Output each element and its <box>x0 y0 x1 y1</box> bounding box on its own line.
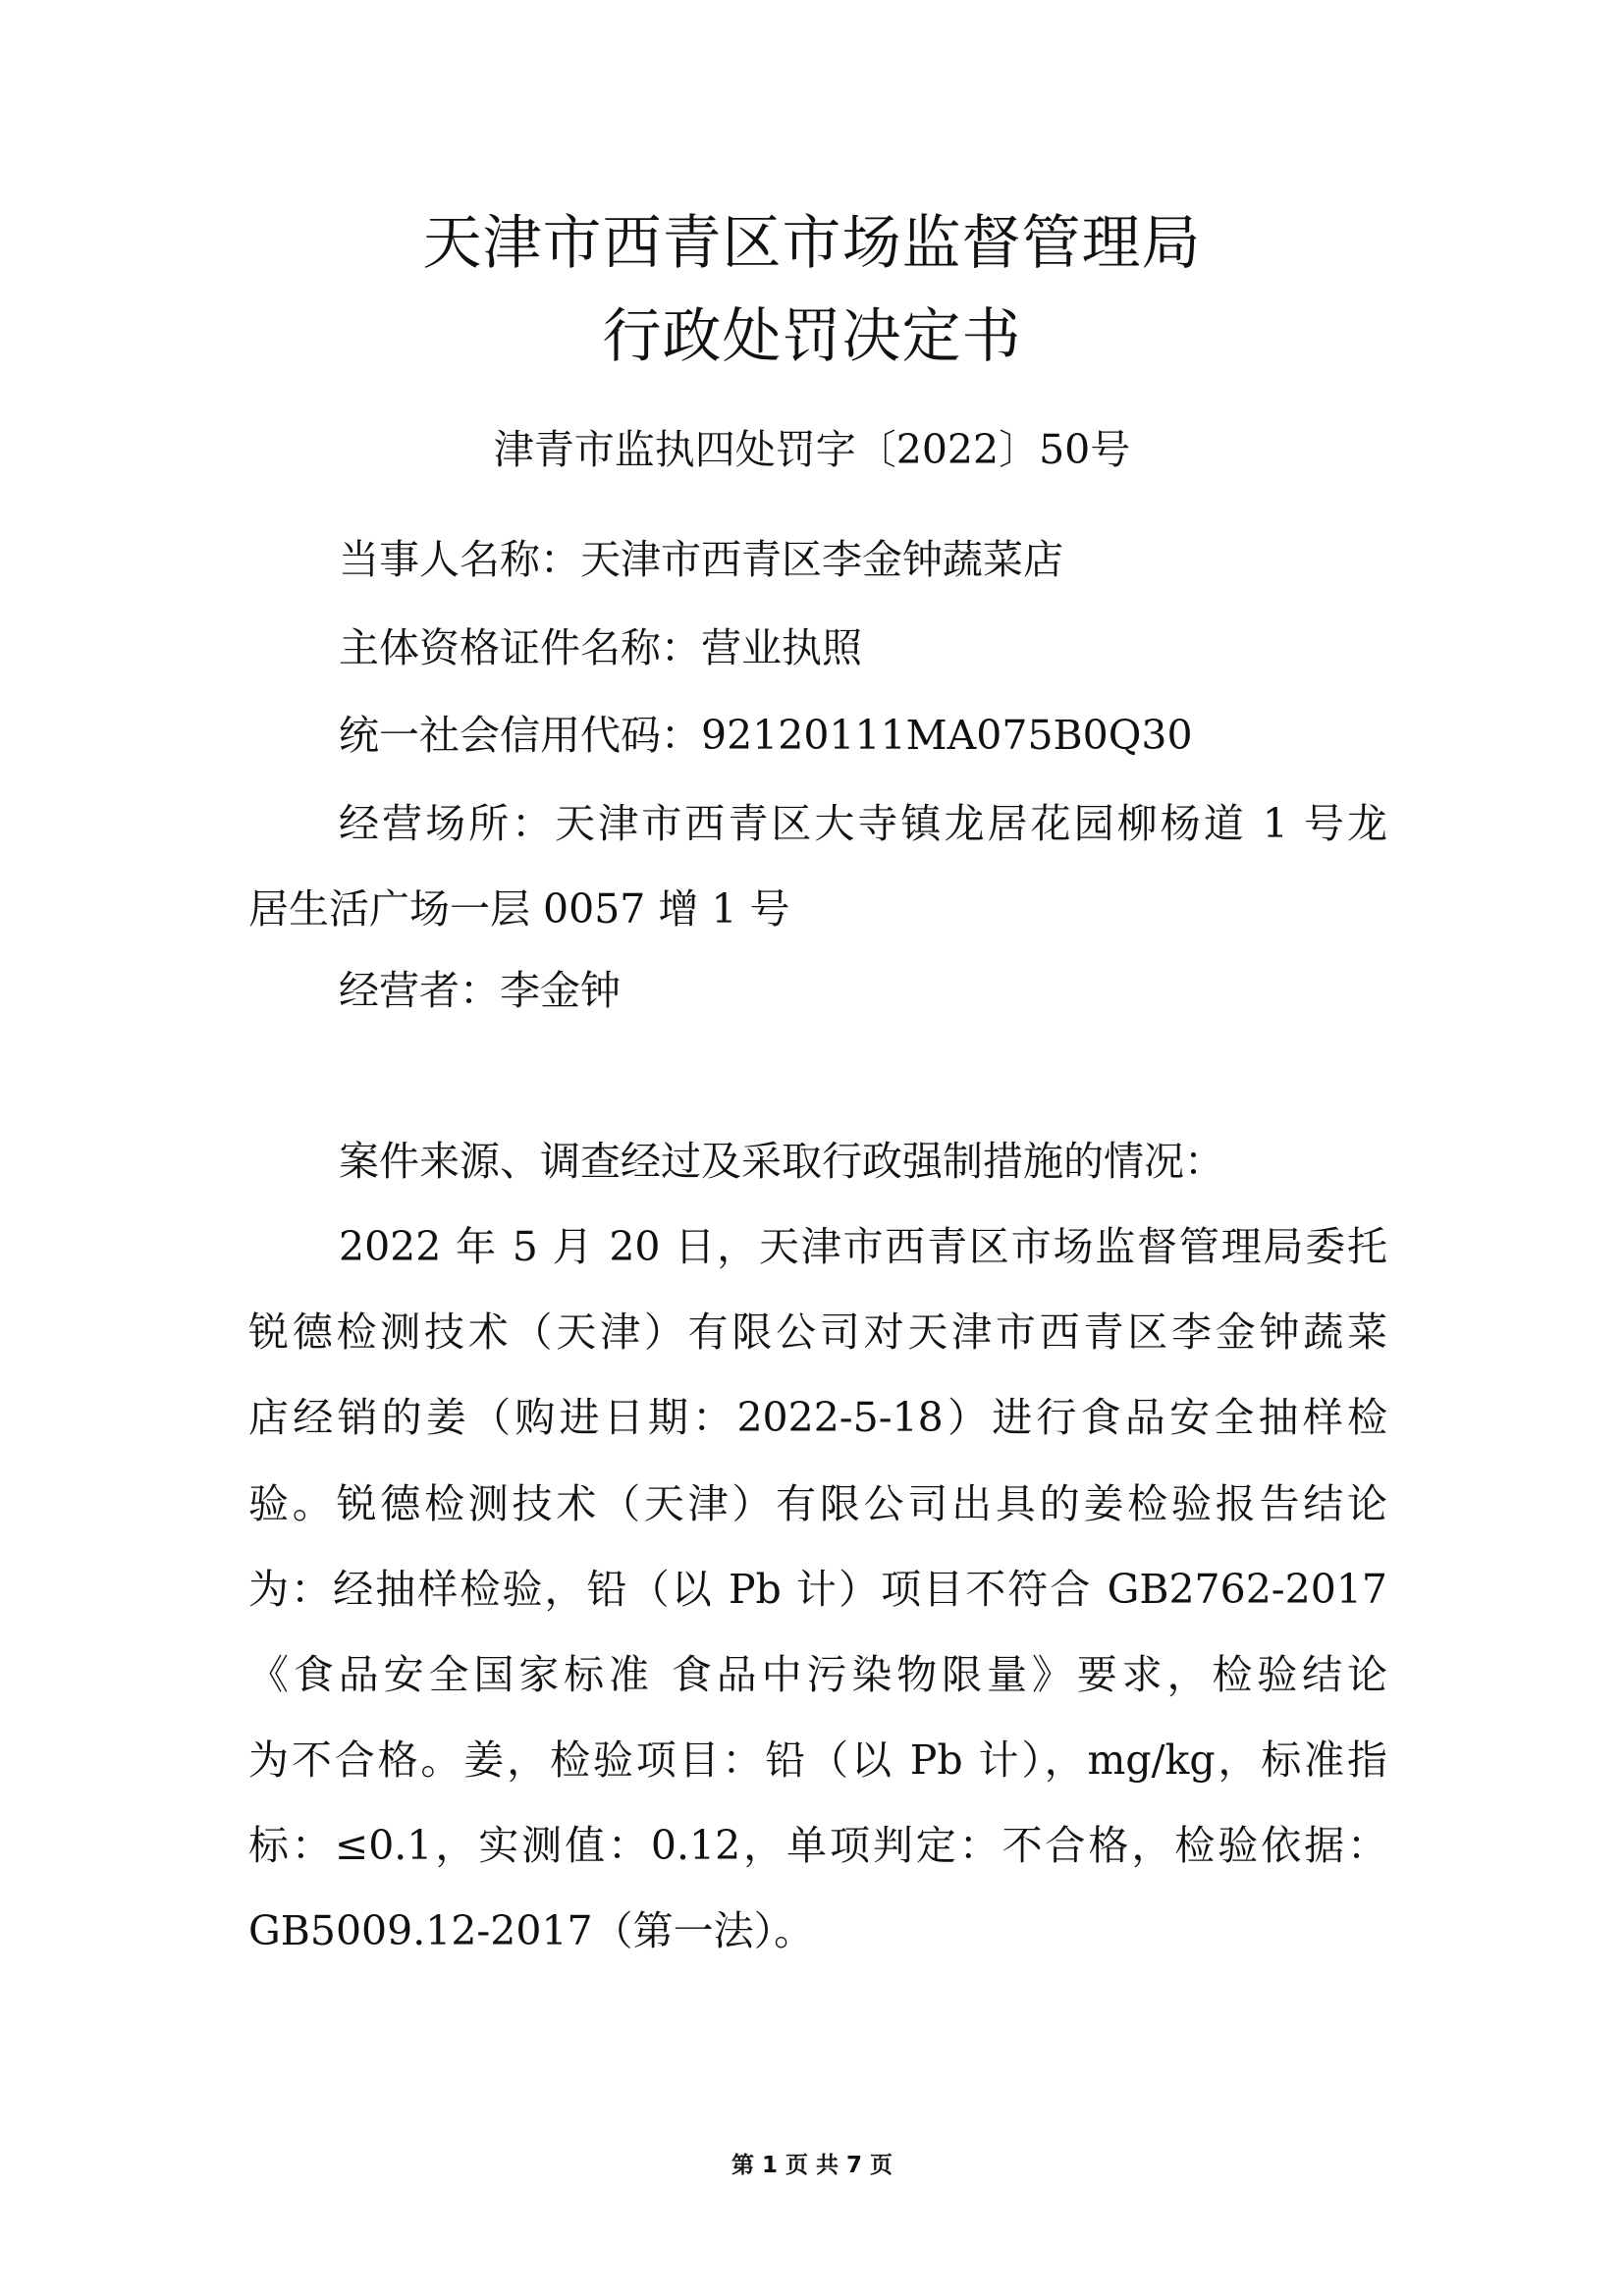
page-footer: 第 1 页 共 7 页 <box>731 2153 893 2178</box>
party-license: 主体资格证件名称：营业执照 <box>339 624 862 671</box>
case-paragraph-line: 为：经抽样检验，铅（以 Pb 计）项目不符合 GB2762-2017 <box>248 1566 1387 1613</box>
case-paragraph-line: 为不合格。姜，检验项目：铅（以 Pb 计），mg/kg，标准指 <box>248 1736 1387 1784</box>
party-name: 当事人名称：天津市西青区李金钟蔬菜店 <box>339 536 1063 583</box>
case-paragraph-line: 锐德检测技术（天津）有限公司对天津市西青区李金钟蔬菜 <box>248 1308 1387 1356</box>
party-credit-code: 统一社会信用代码：92120111MA075B0Q30 <box>339 712 1193 759</box>
party-operator: 经营者：李金钟 <box>339 967 621 1014</box>
case-paragraph-line: 标：≤0.1，实测值：0.12，单项判定：不合格，检验依据： <box>248 1822 1387 1869</box>
case-paragraph-line: 《食品安全国家标准 食品中污染物限量》要求，检验结论 <box>248 1651 1387 1698</box>
document-title-type: 行政处罚决定书 <box>602 302 1022 371</box>
document-title-agency: 天津市西青区市场监督管理局 <box>422 209 1202 278</box>
case-heading: 案件来源、调查经过及采取行政强制措施的情况： <box>339 1138 1224 1185</box>
party-address-line2: 居生活广场一层 0057 增 1 号 <box>248 885 790 933</box>
document-number: 津青市监执四处罚字〔2022〕50号 <box>493 426 1131 473</box>
case-paragraph-line: 店经销的姜（购进日期：2022-5-18）进行食品安全抽样检 <box>248 1394 1387 1441</box>
case-paragraph-line: 验。锐德检测技术（天津）有限公司出具的姜检验报告结论 <box>248 1480 1387 1527</box>
case-paragraph-line: 2022 年 5 月 20 日，天津市西青区市场监督管理局委托 <box>339 1223 1387 1270</box>
case-paragraph-line: GB5009.12-2017（第一法）。 <box>248 1907 815 1954</box>
party-address-line1: 经营场所：天津市西青区大寺镇龙居花园柳杨道 1 号龙 <box>339 800 1387 847</box>
